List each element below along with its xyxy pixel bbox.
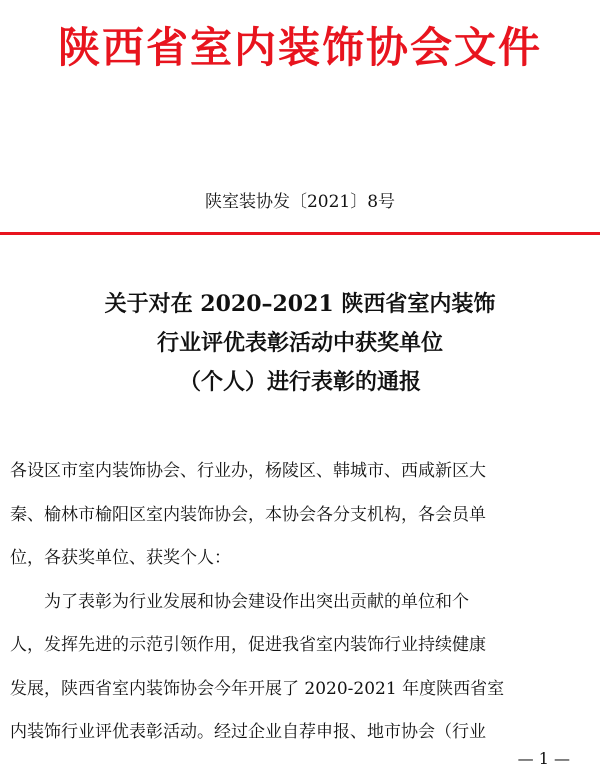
body-text-line: 为了表彰为行业发展和协会建设作出突出贡献的单位和个 — [10, 591, 469, 612]
body-text-line: 内装饰行业评优表彰活动。经过企业自荐申报、地市协会（行业 — [10, 722, 486, 742]
document-number: 陕室装协发〔2021〕8号 — [204, 192, 396, 212]
body-text-line: 人，发挥先进的示范引领作用，促进我省室内装饰行业持续健康 — [10, 635, 486, 655]
red-divider-line — [0, 232, 600, 235]
document-header-title: 陕西省室内装饰协会文件 — [57, 23, 542, 72]
body-text-line: 各设区市室内装饰协会、行业办，杨陵区、韩城市、西咸新区大 — [10, 461, 486, 481]
document-body — [10, 450, 592, 755]
body-text-line: 秦、榆林市榆阳区室内装饰协会，本协会各分支机构，各会员单 — [10, 504, 486, 525]
body-text-line: 发展，陕西省室内装饰协会今年开展了 2020-2021 年度陕西省室 — [10, 678, 505, 699]
document-title — [0, 285, 600, 402]
document-title-line: 行业评优表彰活动中获奖单位 — [156, 330, 443, 356]
document-title-line: 关于对在 2020–2021 陕西省室内装饰 — [104, 291, 496, 317]
page-number: — 1 — — [517, 749, 570, 768]
document-title-line: （个人）进行表彰的通报 — [178, 369, 421, 395]
body-text-line: 位，各获奖单位、获奖个人： — [10, 548, 231, 568]
